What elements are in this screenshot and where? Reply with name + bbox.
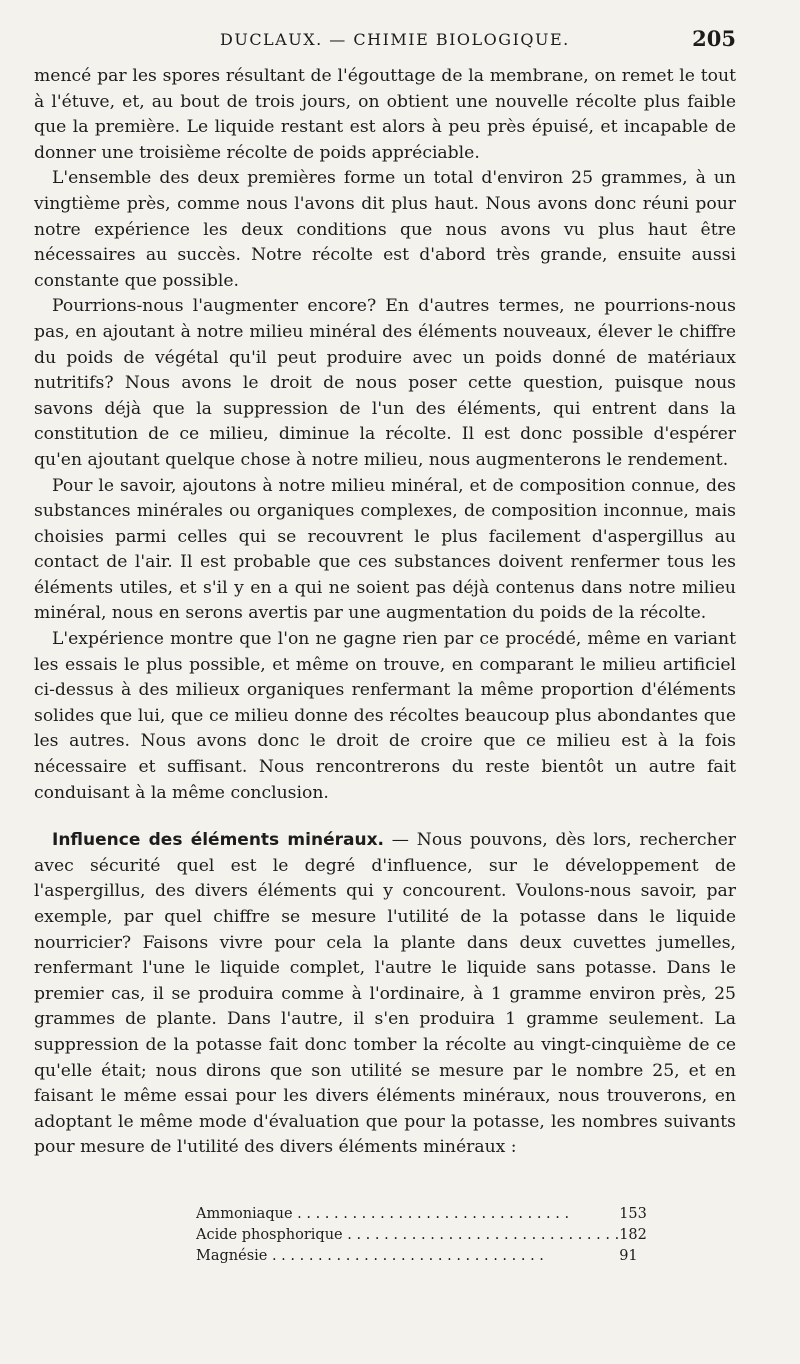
element-value: 182 xyxy=(619,1227,647,1243)
paragraph: mencé par les spores résultant de l'égouttage de la membrane, on remet le tout à l'étuve, et, au bout de trois jours, on obtient une nouvelle récolte plus faible que la première. Le liquide restant est alors à peu près épuisé, et incapable de donner une troisième récolte de poids appréciable. xyxy=(34,66,736,163)
element-label: Acide phosphorique . . . xyxy=(196,1225,619,1246)
section-paragraph xyxy=(34,828,736,1161)
element-value: 91 xyxy=(619,1248,638,1264)
values-table xyxy=(196,1204,689,1267)
paragraph: L'expérience montre que l'on ne gagne rien par ce procédé, même en variant les essais le plus possible, et même on trouve, en comparant le milieu artificiel ci-dessus à des milieux organiques renfermant la même proportion d'éléments solides que lui, que ce milieu donne des récoltes beaucoup plus abondantes que les autres. Nous avons donc le droit de croire que ce milieu est à la fois nécessaire et suffisant. Nous rencontrerons du reste bientôt un autre fait conduisant à la même conclusion. xyxy=(34,629,736,803)
page-header xyxy=(36,26,736,52)
element-label: Ammoniaque . . . xyxy=(196,1204,619,1225)
table-row xyxy=(196,1246,689,1267)
section-title: Influence des éléments minéraux. xyxy=(52,830,384,851)
element-value: 153 xyxy=(619,1206,647,1222)
running-title: DUCLAUX. — CHIMIE BIOLOGIQUE. xyxy=(220,30,570,49)
paragraph: Pourrions-nous l'augmenter encore? En d'autres termes, ne pourrions-nous pas, en ajoutant à notre milieu minéral des éléments nouveaux, élever le chiffre du poids de végétal qu'il peut produire avec un poids donné de matériaux nutritifs? Nous avons le droit de nous poser cette question, puisque nous savons déjà que la suppression de l'un des éléments, qui entrent dans la constitution de ce milieu, diminue la récolte. Il est donc possible d'espérer qu'en ajoutant quelque chose à notre milieu, nous augmenterons le rendement. xyxy=(34,296,736,470)
body-text xyxy=(34,64,736,1161)
paragraph: Pour le savoir, ajoutons à notre milieu minéral, et de composition connue, des substances minérales ou organiques complexes, de composition inconnue, mais choisies parmi celles qui se recouvrent le plus facilement d'aspergillus au contact de l'air. Il est probable que ces substances doivent renfermer tous les éléments utiles, et s'il y en a qui ne soient pas déjà contenus dans notre milieu minéral, nous en serons avertis par une augmentation du poids de la récolte. xyxy=(34,475,736,624)
table-row xyxy=(196,1225,689,1246)
section-text: — Nous pouvons, dès lors, rechercher avec sécurité quel est le degré d'influence, sur le développement de l'aspergillus, des divers éléments qui y concourent. Voulons-nous savoir, par exemple, par quel chiffre se mesure l'utilité de la potasse dans le liquide nourricier? Faisons vivre pour cela la plante dans deux cuvettes jumelles, renfermant l'une le liquide complet, l'autre le liquide sans potasse. Dans le premier cas, il se produira comme à l'ordinaire, à 1 gramme environ près, 25 grammes de plante. Dans l'autre, il s'en produira 1 gramme seulement. La suppression de la potasse fait donc tomber la récolte au vingt-cinquième de ce qu'elle était; nous dirons que son utilité se mesure par le nombre 25, et en faisant le même essai pour les divers éléments minéraux, nous trouverons, en adoptant le même mode d'évaluation que pour la potasse, les nombres suivants pour mesure de l'utilité des divers éléments minéraux : xyxy=(34,830,736,1158)
paragraph: L'ensemble des deux premières forme un total d'environ 25 grammes, à un vingtième près, comme nous l'avons dit plus haut. Nous avons donc réuni pour notre expérience les deux conditions que nous avons vu plus haut être nécessaires au succès. Notre récolte est d'abord très grande, ensuite aussi constante que possible. xyxy=(34,168,736,291)
element-label: Magnésie . . . xyxy=(196,1246,619,1267)
page-number: 205 xyxy=(692,26,736,51)
table-row xyxy=(196,1204,689,1225)
